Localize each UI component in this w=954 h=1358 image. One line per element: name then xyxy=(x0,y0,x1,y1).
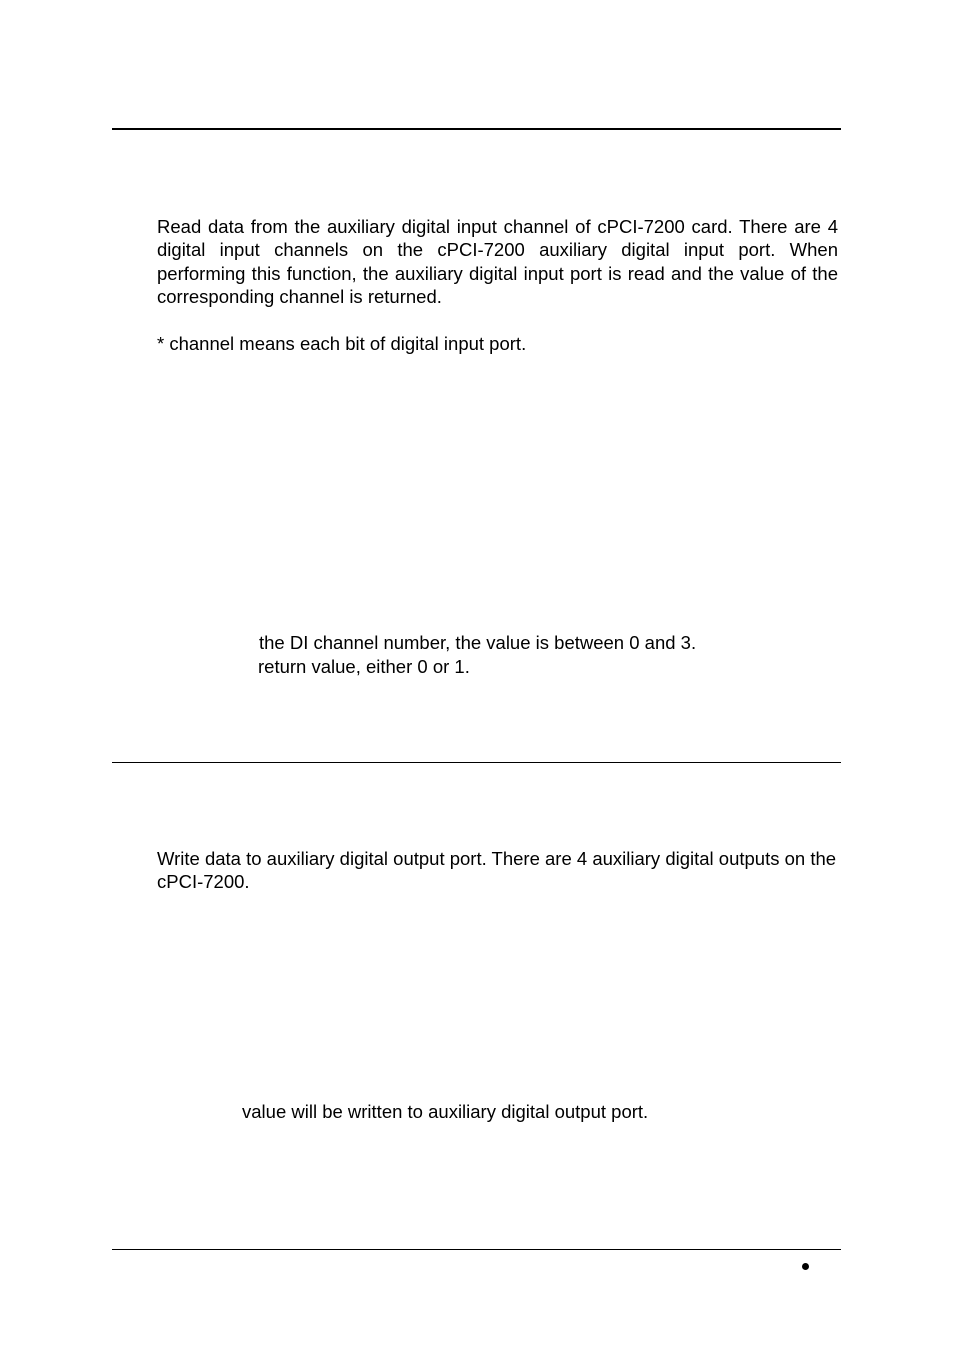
param-value-description: return value, either 0 or 1. xyxy=(258,656,470,677)
param-channel-description: the DI channel number, the value is between 0 and 3. xyxy=(259,632,697,653)
section-divider xyxy=(112,762,841,763)
section1-description: Read data from the auxiliary digital input channel of cPCI-7200 card. There are 4 digital input channels on the cPCI-7200 auxiliary digital input port. When performing this function, the auxiliary digital input port is read and the value of the corresponding channel is returned. xyxy=(157,216,838,307)
section2-description: Write data to auxiliary digital output port. There are 4 auxiliary digital outputs on the cPCI-7200. xyxy=(157,848,837,893)
section1-note: * channel means each bit of digital input port. xyxy=(157,333,527,354)
footer-bullet xyxy=(802,1263,809,1270)
param-output-value-description: value will be written to auxiliary digital output port. xyxy=(242,1101,649,1122)
top-rule xyxy=(112,128,841,130)
bottom-rule xyxy=(112,1249,841,1250)
